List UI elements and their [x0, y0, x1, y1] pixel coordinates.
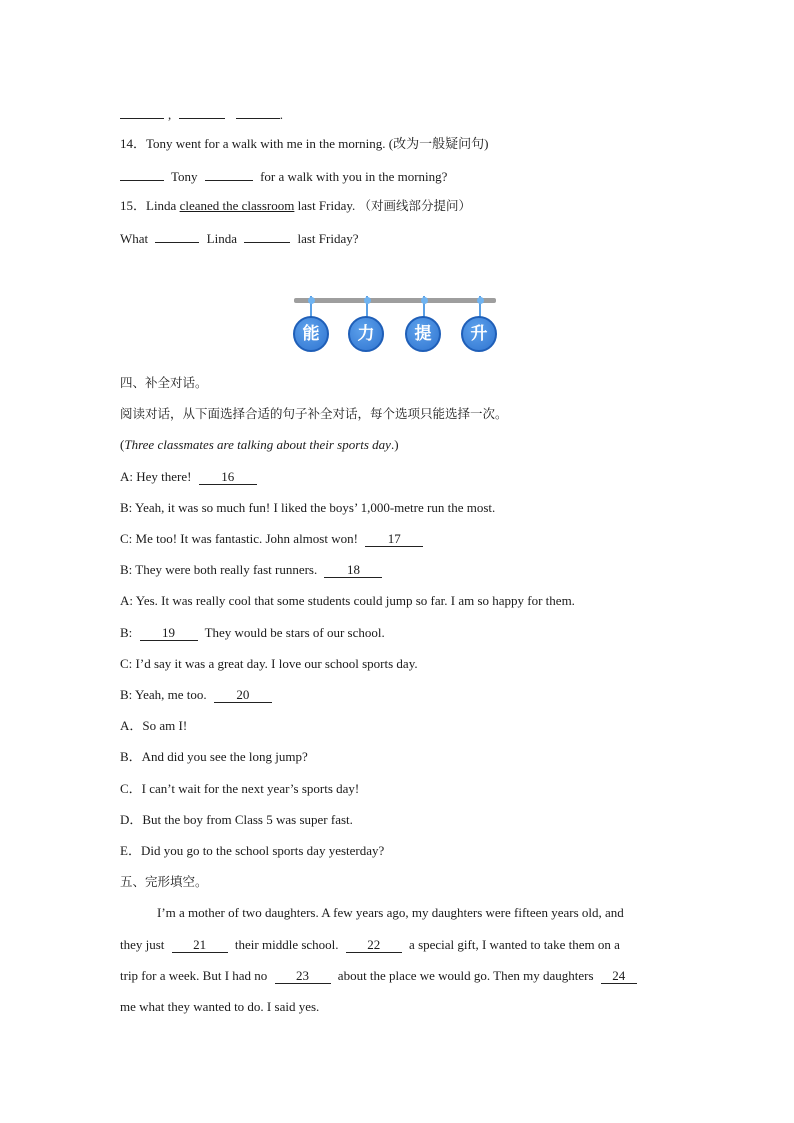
cloze-line: I’m a mother of two daughters. A few years ago, my daughters were fifteen years old, and — [157, 905, 624, 920]
paren-open: ( — [120, 437, 125, 452]
banner-ball: 升 — [461, 316, 497, 352]
option-d[interactable]: D．But the boy from Class 5 was super fast. — [120, 812, 353, 827]
dialogue-text: They would be stars of our school. — [204, 625, 385, 640]
answer-blank[interactable] — [179, 104, 225, 119]
answer-blank[interactable] — [205, 166, 253, 181]
cloze-line — [120, 936, 680, 954]
paren-close: .) — [390, 437, 399, 452]
cloze-text: a special gift, I wanted to take them on a — [409, 937, 620, 952]
dialogue-text: B: — [120, 625, 133, 640]
banner-ball: 力 — [348, 316, 384, 352]
answer-word: Linda — [206, 231, 237, 246]
banner-ball: 能 — [293, 316, 329, 352]
question-14 — [120, 135, 680, 153]
answer-blank[interactable] — [244, 228, 290, 243]
dialogue-text: A: Hey there! — [120, 469, 192, 484]
numbered-blank[interactable]: 18 — [324, 563, 382, 578]
numbered-blank[interactable]: 17 — [365, 532, 423, 547]
dialogue-text: A: Yes. It was really cool that some students could jump so far. I am so happy for them. — [120, 593, 575, 608]
option-e[interactable]: E．Did you go to the school sports day yesterday? — [120, 843, 385, 858]
cloze-text: their middle school. — [234, 937, 339, 952]
dialogue-line — [120, 468, 680, 486]
question-15-rest: last Friday. — [297, 198, 356, 213]
dialogue-line — [120, 530, 680, 548]
underlined-phrase: cleaned the classroom — [179, 198, 295, 213]
option-c[interactable]: C．I can’t wait for the next year’s sports day! — [120, 781, 360, 796]
period: . — [279, 107, 283, 122]
question-14-text: 14．Tony went for a walk with me in the morning. (改为一般疑问句) — [120, 136, 489, 151]
cloze-text: they just — [120, 937, 165, 952]
banner-ball: 提 — [405, 316, 441, 352]
dialogue-line — [120, 592, 680, 610]
option-b[interactable]: B．And did you see the long jump? — [120, 749, 308, 764]
banner-dot — [308, 297, 315, 304]
dialogue-line — [120, 686, 680, 704]
question-15 — [120, 197, 680, 215]
cloze-text: about the place we would go. Then my daughters — [337, 968, 594, 983]
comma: , — [168, 107, 172, 122]
dialogue-text: C: I’d say it was a great day. I love our school sports day. — [120, 656, 418, 671]
option-a[interactable]: A．So am I! — [120, 718, 188, 733]
answer-blank[interactable] — [236, 104, 280, 119]
context-italic: Three classmates are talking about their sports day — [124, 437, 391, 452]
dialogue-text: B: They were both really fast runners. — [120, 562, 318, 577]
numbered-blank[interactable]: 23 — [275, 969, 331, 984]
numbered-blank[interactable]: 19 — [140, 626, 198, 641]
answer-word: What — [120, 231, 149, 246]
banner-dot — [421, 297, 428, 304]
question-15-note: （对画线部分提问） — [358, 198, 472, 213]
dialogue-text: C: Me too! It was fantastic. John almost won! — [120, 531, 358, 546]
banner-dot — [477, 297, 484, 304]
numbered-blank[interactable]: 21 — [172, 938, 228, 953]
answer-word: Tony — [171, 169, 198, 184]
ability-banner — [294, 296, 496, 356]
banner-bar — [294, 298, 496, 303]
question-15-number: 15．Linda — [120, 198, 177, 213]
answer-word: last Friday? — [297, 231, 359, 246]
section-4-instruction: 阅读对话，从下面选择合适的句子补全对话，每个选项只能选择一次。 — [120, 406, 508, 421]
question-14-answer — [120, 166, 680, 186]
numbered-blank[interactable]: 24 — [601, 969, 637, 984]
dialogue-line — [120, 561, 680, 579]
dialogue-line — [120, 655, 680, 673]
numbered-blank[interactable]: 22 — [346, 938, 402, 953]
top-answer-line — [120, 104, 680, 124]
answer-blank[interactable] — [120, 166, 164, 181]
dialogue-text: B: Yeah, me too. — [120, 687, 207, 702]
numbered-blank[interactable]: 20 — [214, 688, 272, 703]
dialogue-line — [120, 499, 680, 517]
section-5-title: 五、完形填空。 — [120, 874, 208, 889]
banner-dot — [364, 297, 371, 304]
answer-blank[interactable] — [120, 104, 164, 119]
cloze-line: me what they wanted to do. I said yes. — [120, 999, 320, 1014]
answer-blank[interactable] — [155, 228, 199, 243]
cloze-text: trip for a week. But I had no — [120, 968, 268, 983]
numbered-blank[interactable]: 16 — [199, 470, 257, 485]
cloze-line — [120, 967, 680, 985]
section-4-title: 四、补全对话。 — [120, 375, 208, 390]
dialogue-context — [120, 436, 680, 454]
dialogue-text: B: Yeah, it was so much fun! I liked the boys’ 1,000-metre run the most. — [120, 500, 496, 515]
question-15-answer — [120, 228, 680, 248]
dialogue-line — [120, 624, 680, 642]
answer-word: for a walk with you in the morning? — [260, 169, 448, 184]
